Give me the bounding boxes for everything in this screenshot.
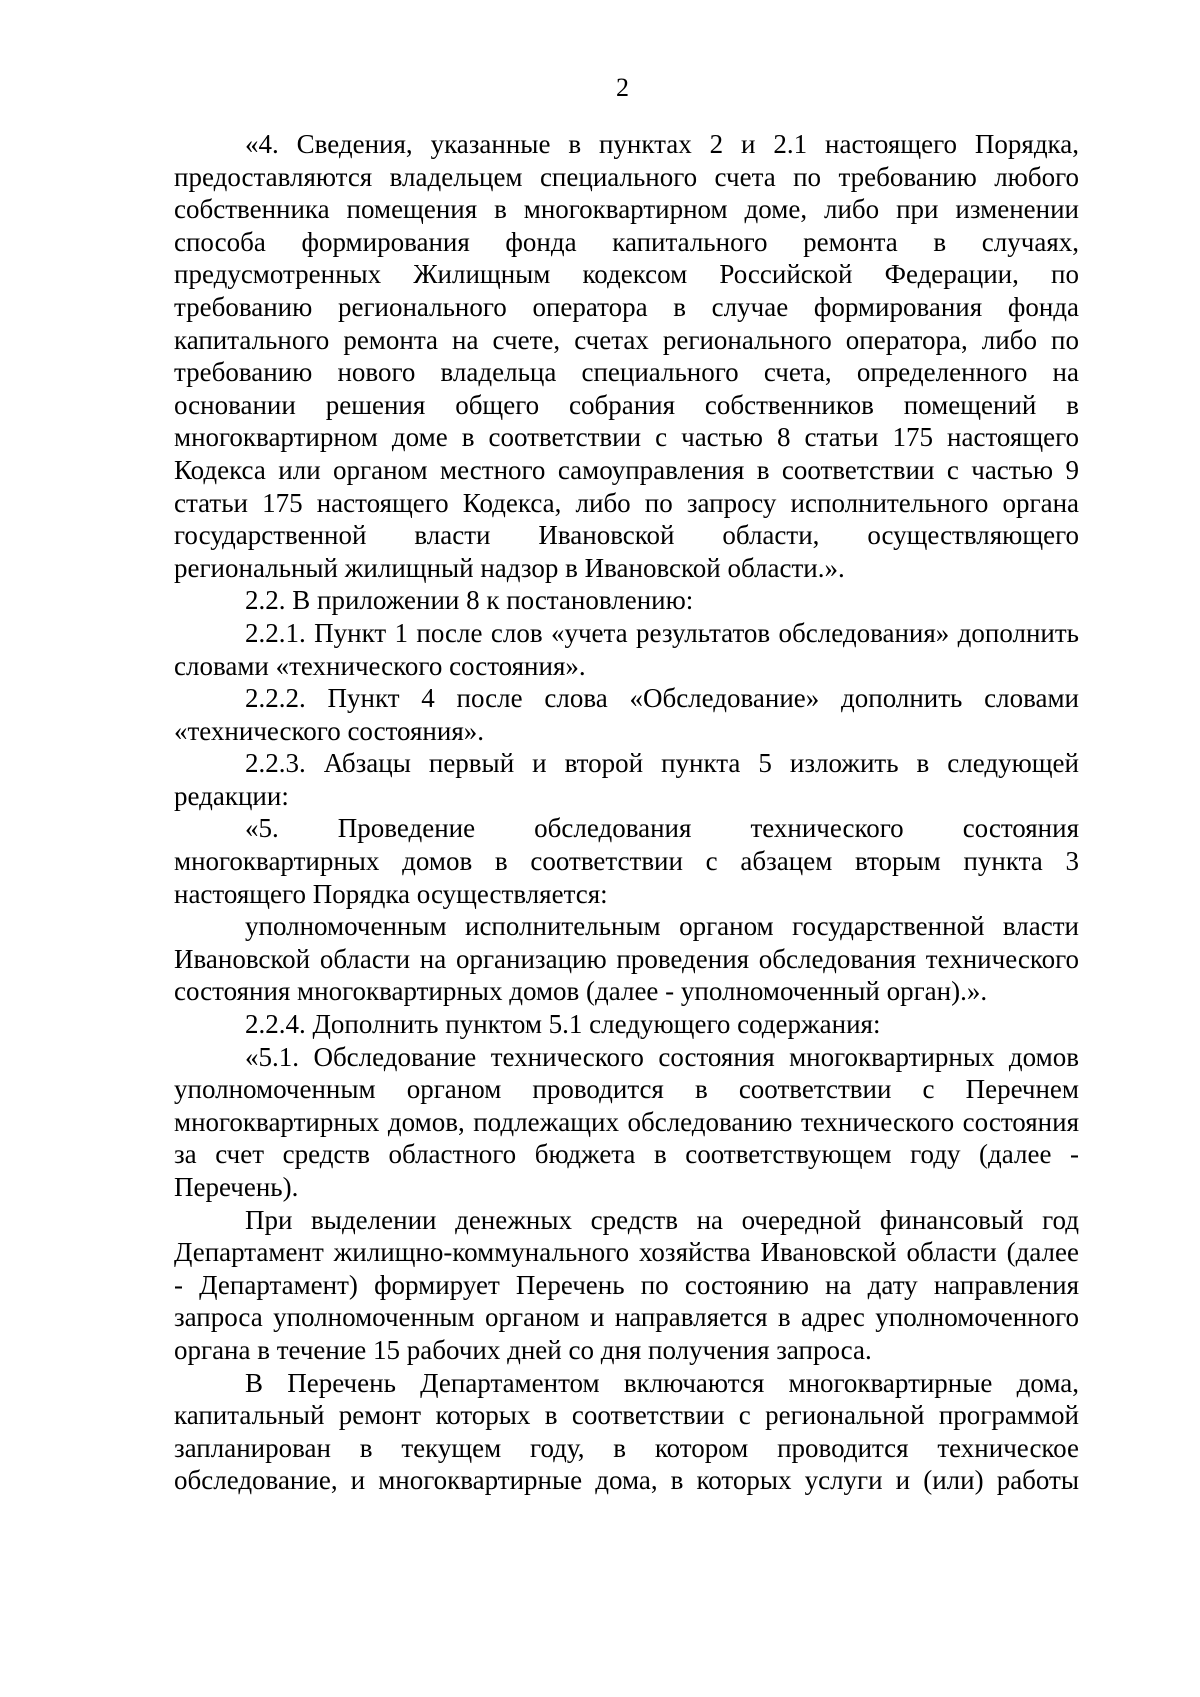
- page-number: 2: [616, 73, 629, 102]
- paragraph-funding: При выделении денежных средств на очередной финансовый год Департамент жилищно-коммунального хозяйства Ивановской области (далее - Департамент) формирует Перечень по состоянию на дату направления запроса уполномоченным органом и направляется в адрес уполномоченного органа в течение 15 рабочих дней со дня получения запроса.: [174, 1204, 1079, 1365]
- paragraph-list-inclusion: В Перечень Департаментом включаются многоквартирные дома, капитальный ремонт которых в соответствии с региональной программой запланирован в текущем году, в котором проводится техническое обследование, и многоквартирные дома, в которых услуги и (или) работы: [174, 1367, 1079, 1496]
- paragraph-item-5: «5. Проведение обследования технического состояния многоквартирных домов в соответствии с абзацем вторым пункта 3 настоящего Порядка осуществляется:: [174, 813, 1079, 909]
- paragraph-2-2-4: 2.2.4. Дополнить пунктом 5.1 следующего содержания:: [245, 1009, 881, 1040]
- paragraph-2-2-3: 2.2.3. Абзацы первый и второй пункта 5 изложить в следующей редакции:: [174, 748, 1079, 811]
- paragraph-item-4-info: «4. Сведения, указанные в пунктах 2 и 2.1 настоящего Порядка, предоставляются владельцем специального счета по требованию любого собственника помещения в многоквартирном доме, либо при изменении способа формирования фонда капитального ремонта в случаях, предусмотренных Жилищным кодексом Российской Федерации, по требованию регионального оператора в случае формирования фонда капитального ремонта на счете, счетах регионального оператора, либо по требованию нового владельца специального счета, определенного на основании решения общего собрания собственников помещений в многоквартирном доме в соответствии с частью 8 статьи 175 настоящего Кодекса или органом местного самоуправления в соответствии с частью 9 статьи 175 настоящего Кодекса, либо по запросу исполнительного органа государственной власти Ивановской области, осуществляющего региональный жилищный надзор в Ивановской области.».: [174, 129, 1079, 583]
- document-body: [174, 128, 1079, 1497]
- paragraph-2-2: 2.2. В приложении 8 к постановлению:: [245, 585, 694, 616]
- paragraph-2-2-1: 2.2.1. Пункт 1 после слов «учета результатов обследования» дополнить словами «технического состояния».: [174, 617, 1079, 681]
- paragraph-item-5-1: «5.1. Обследование технического состояния многоквартирных домов уполномоченным органом проводится в соответствии с Перечнем многоквартирных домов, подлежащих обследованию технического состояния за счет средств областного бюджета в соответствующем году (далее - Перечень).: [174, 1041, 1079, 1202]
- paragraph-2-2-2: 2.2.2. Пункт 4 после слова «Обследование» дополнить словами «технического состояния».: [174, 683, 1079, 746]
- paragraph-authorized-body: уполномоченным исполнительным органом государственной власти Ивановской области на организацию проведения обследования технического состояния многоквартирных домов (далее - уполномоченный орган).».: [174, 911, 1079, 1007]
